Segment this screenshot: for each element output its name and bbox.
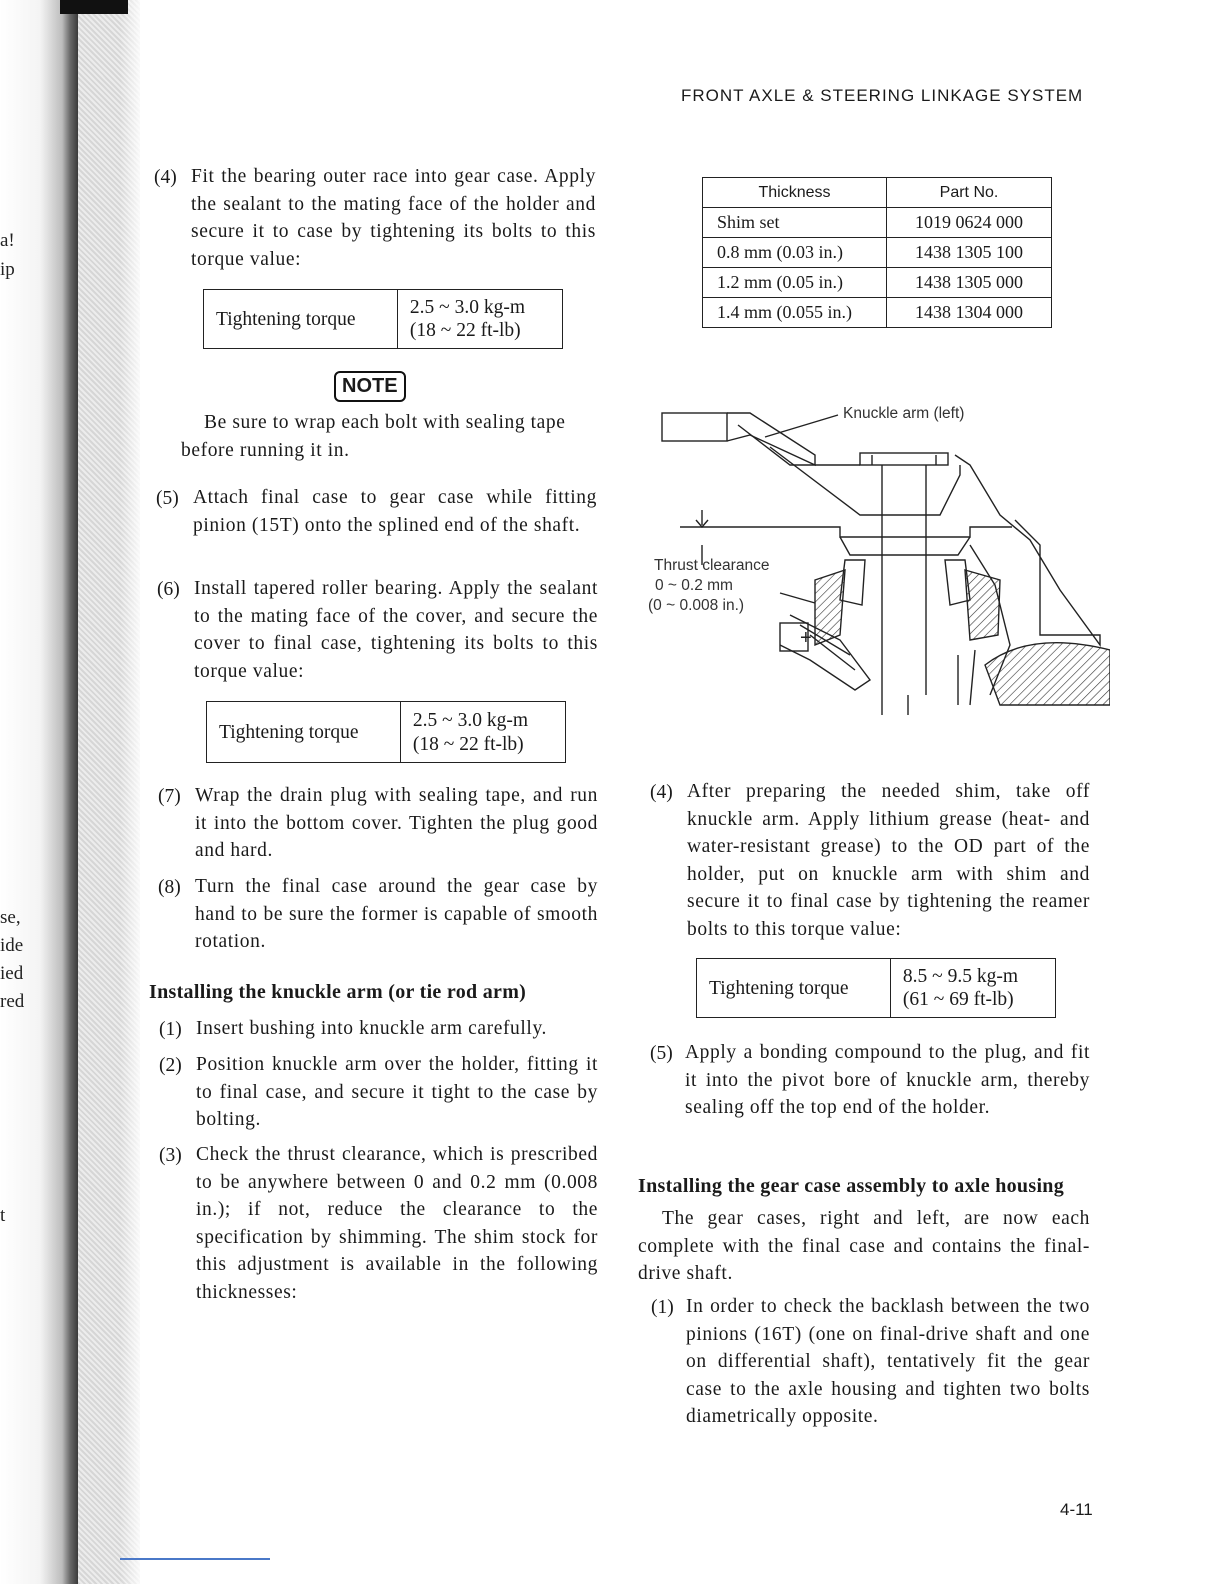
step-number: (2) [159, 1055, 182, 1076]
housing-lines [958, 650, 975, 705]
table-row [703, 298, 1052, 328]
knuckle-step-3-text [196, 1141, 598, 1306]
gear-case-intro [638, 1205, 1090, 1288]
arm-end [662, 413, 727, 441]
step-number: (3) [159, 1145, 182, 1166]
step-number: (7) [158, 786, 181, 807]
thrust-clearance-in: (0 ~ 0.008 in.) [648, 597, 745, 614]
knuckle-arm-label: Knuckle arm (left) [843, 405, 965, 422]
step-number: (4) [650, 782, 673, 803]
torque-table-1 [203, 289, 563, 349]
paragraph: Position knuckle arm over the holder, fitting it to final case, and secure it tight to the case by bolting. [196, 1054, 598, 1130]
shaft [882, 465, 926, 715]
torque-label: Tightening torque [204, 290, 398, 349]
edge-fragment: a! [0, 230, 15, 251]
bottom-rule [120, 1558, 270, 1560]
step-number: (1) [159, 1019, 182, 1040]
arm-boss [860, 453, 948, 465]
paragraph: Attach final case to gear case while fitting pinion (15T) onto the splined end of the shaft. [193, 487, 597, 536]
paragraph: In order to check the backlash between the two pinions (16T) (one on final-drive shaft and one on differential shaft), tentatively fit the gear case to the axle housing and tighten two bolts diametrically opposite. [686, 1296, 1090, 1427]
step-number: (6) [157, 579, 180, 600]
knuckle-step-1-text [196, 1015, 598, 1043]
part-number-cell: 1438 1304 000 [887, 298, 1052, 328]
plus-symbol: + [800, 627, 812, 649]
page-number: 4-11 [1060, 1500, 1093, 1519]
column-header: Thickness [703, 178, 887, 208]
torque-value-imperial: (18 ~ 22 ft-lb) [400, 732, 565, 763]
step-number: (1) [651, 1297, 674, 1318]
section-heading: Installing the gear case assembly to axle housing [638, 1175, 1065, 1197]
step-number: (5) [156, 488, 179, 509]
note-badge: NOTE [334, 371, 406, 402]
seal-right [965, 570, 1000, 640]
arm-body [727, 413, 815, 465]
thickness-cell: 1.4 mm (0.055 in.) [703, 298, 887, 328]
thickness-cell: 1.2 mm (0.05 in.) [703, 268, 887, 298]
section-heading: Installing the knuckle arm (or tie rod arm) [149, 981, 527, 1003]
paragraph: Install tapered roller bearing. Apply the sealant to the mating face of the cover, and secure the cover to final case, tightening its bolts to this torque value: [194, 578, 598, 682]
part-number-cell: 1438 1305 100 [887, 238, 1052, 268]
step-8-text [195, 873, 598, 956]
edge-fragment: red [0, 991, 25, 1012]
step-number: (4) [154, 167, 177, 188]
knuckle-step-4-text [687, 778, 1090, 943]
edge-fragment: ied [0, 963, 24, 984]
shim-table [702, 177, 1052, 328]
table-header-row [703, 178, 1052, 208]
torque-value-metric: 2.5 ~ 3.0 kg-m [400, 702, 565, 733]
knuckle-leader [765, 415, 838, 437]
step-number: (8) [158, 877, 181, 898]
table-row [703, 268, 1052, 298]
axle-housing [985, 643, 1110, 705]
clearance-leader [780, 593, 815, 603]
torque-value-imperial: (61 ~ 69 ft-lb) [890, 988, 1055, 1018]
clearance-arrow-down [696, 510, 708, 527]
gutter-fade [120, 0, 144, 1584]
thrust-clearance-mm: 0 ~ 0.2 mm [655, 577, 733, 594]
part-number-cell: 1438 1305 000 [887, 268, 1052, 298]
paragraph: Be sure to wrap each bolt with sealing tape before running it in. [181, 412, 566, 461]
paragraph: The gear cases, right and left, are now each complete with the final case and contains the final-drive shaft. [638, 1208, 1090, 1284]
knuckle-step-5-text [685, 1039, 1090, 1122]
step-7-text [195, 782, 598, 865]
boss-lines [872, 455, 936, 465]
paragraph: Fit the bearing outer race into gear case. Apply the sealant to the mating face of the holder and secure it to case by tightening its bolts to this torque value: [191, 166, 596, 270]
column-header: Part No. [887, 178, 1052, 208]
thickness-cell: 0.8 mm (0.03 in.) [703, 238, 887, 268]
thrust-clearance-label: Thrust clearance [654, 557, 770, 574]
paragraph: Check the thrust clearance, which is prescribed to be anywhere between 0 and 0.2 mm (0.008 in.); if not, reduce the clearance to the specification by shimming. The shim stock for this adjustment is available in the following thicknesses: [196, 1144, 598, 1303]
edge-fragment: ip [0, 259, 15, 280]
knuckle-step-2-text [196, 1051, 598, 1134]
binding-mark [60, 0, 128, 14]
seal-left [815, 570, 845, 645]
note-text [181, 409, 571, 464]
torque-value-metric: 8.5 ~ 9.5 kg-m [890, 959, 1055, 989]
torque-table-2 [206, 701, 566, 763]
torque-label: Tightening torque [207, 702, 401, 763]
torque-table-3 [696, 958, 1056, 1018]
step-number: (5) [650, 1043, 673, 1064]
holder-plate [680, 527, 1012, 537]
edge-fragment: se, [0, 907, 21, 928]
paragraph: Insert bushing into knuckle arm carefully. [196, 1018, 548, 1039]
part-number-cell: 1019 0624 000 [887, 208, 1052, 238]
step-6-text [194, 575, 598, 685]
running-header: FRONT AXLE & STEERING LINKAGE SYSTEM [681, 86, 1084, 105]
paragraph: After preparing the needed shim, take off knuckle arm. Apply lithium grease (heat- and water-resistant grease) to the OD part of the holder, put on knuckle arm with shim and secure it to final case by tightening the reamer bolts to this torque value: [687, 781, 1090, 940]
paragraph: Apply a bonding compound to the plug, and fit it into the pivot bore of knuckle arm, thereby sealing off the top end of the holder. [685, 1042, 1090, 1118]
gear-case-step-1-text [686, 1293, 1090, 1431]
holder-step [840, 537, 970, 555]
step-5-text [193, 484, 597, 539]
edge-fragment: ide [0, 935, 24, 956]
table-row [703, 208, 1052, 238]
table-row [703, 238, 1052, 268]
paragraph: Wrap the drain plug with sealing tape, and run it into the bottom cover. Tighten the plug good and hard. [195, 785, 598, 861]
edge-fragment: t [0, 1205, 6, 1226]
torque-label: Tightening torque [697, 959, 891, 1018]
torque-value-imperial: (18 ~ 22 ft-lb) [397, 319, 562, 349]
thickness-cell: Shim set [703, 208, 887, 238]
step-4-text [191, 163, 596, 273]
torque-value-metric: 2.5 ~ 3.0 kg-m [397, 290, 562, 320]
paragraph: Turn the final case around the gear case by hand to be sure the former is capable of smooth rotation. [195, 876, 598, 952]
